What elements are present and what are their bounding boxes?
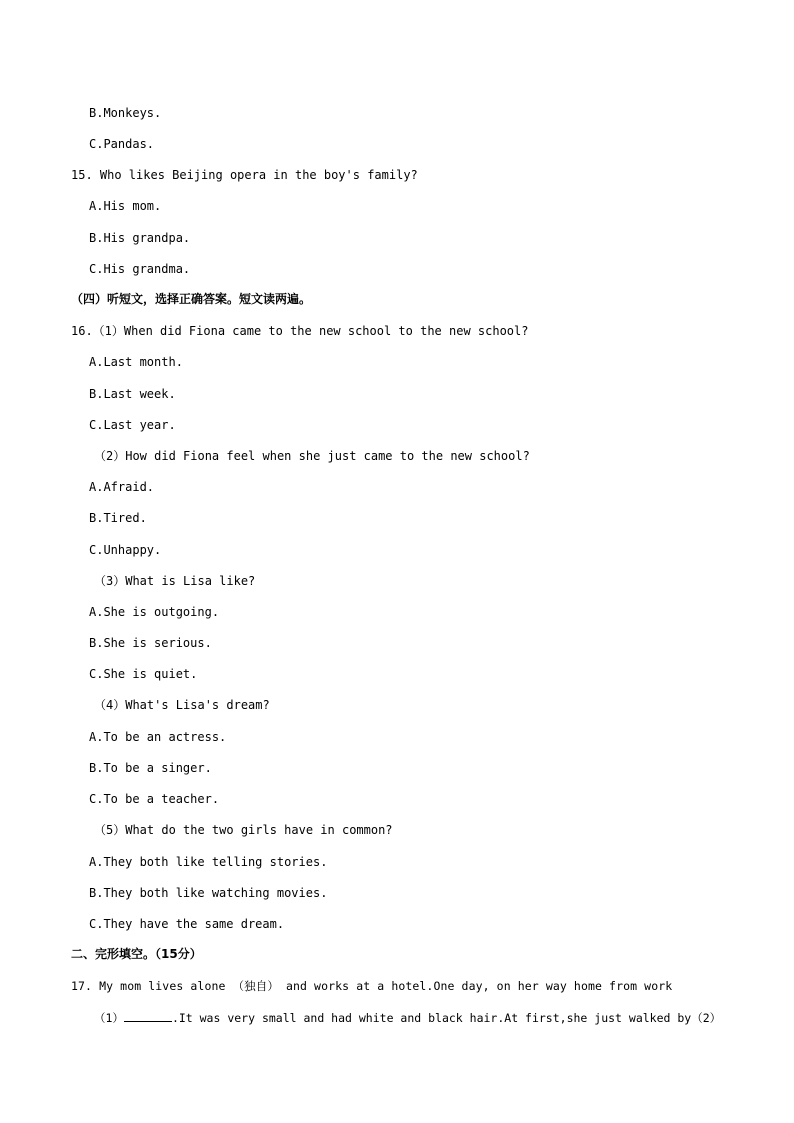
q16-2-option-c: C.Unhappy. (89, 543, 162, 557)
q16-2-question: （2）How did Fiona feel when she just came to the new school? (94, 449, 530, 463)
q16-1-option-a: A.Last month. (89, 355, 183, 369)
q15-option-b: B.His grandpa. (89, 231, 191, 245)
q17-line-1: 17. My mom lives alone （独自） and works at a hotel.One day, on her way home from work (71, 979, 673, 993)
q16-4-option-b: B.To be a singer. (89, 761, 212, 775)
q14-option-c: C.Pandas. (89, 137, 155, 151)
q17-line-2-text: .It was very small and had white and black hair.At first,she just walked by（2） (171, 1011, 722, 1025)
q16-3-option-c: C.She is quiet. (89, 667, 198, 681)
q16-5-option-c: C.They have the same dream. (89, 917, 285, 931)
q16-4-option-c: C.To be a teacher. (89, 792, 220, 806)
q15-question: 15. Who likes Beijing opera in the boy's family? (71, 168, 418, 182)
q16-3-option-b: B.She is serious. (89, 636, 212, 650)
q16-3-option-a: A.She is outgoing. (89, 605, 220, 619)
q17-blank-1-label: （1） (94, 1011, 124, 1025)
q14-option-b: B.Monkeys. (89, 106, 162, 120)
q16-2-option-b: B.Tired. (89, 511, 147, 525)
q15-option-c: C.His grandma. (89, 262, 191, 276)
q17-blank-1[interactable] (124, 1010, 172, 1022)
q16-4-question: （4）What's Lisa's dream? (94, 698, 270, 712)
q17-line-2 (94, 1010, 721, 1026)
q16-1-option-c: C.Last year. (89, 418, 176, 432)
q16-5-question: （5）What do the two girls have in common? (94, 823, 393, 837)
q16-1-option-b: B.Last week. (89, 387, 176, 401)
q16-1-question: 16.（1）When did Fiona came to the new school to the new school? (71, 324, 529, 338)
q16-2-option-a: A.Afraid. (89, 480, 155, 494)
section-2-heading: 二、完形填空。（15分） (71, 947, 202, 961)
q16-5-option-b: B.They both like watching movies. (89, 886, 328, 900)
q16-4-option-a: A.To be an actress. (89, 730, 227, 744)
q16-5-option-a: A.They both like telling stories. (89, 855, 328, 869)
section-4-heading: （四）听短文，选择正确答案。短文读两遍。 (71, 292, 312, 306)
q16-3-question: （3）What is Lisa like? (94, 574, 256, 588)
q15-option-a: A.His mom. (89, 199, 162, 213)
